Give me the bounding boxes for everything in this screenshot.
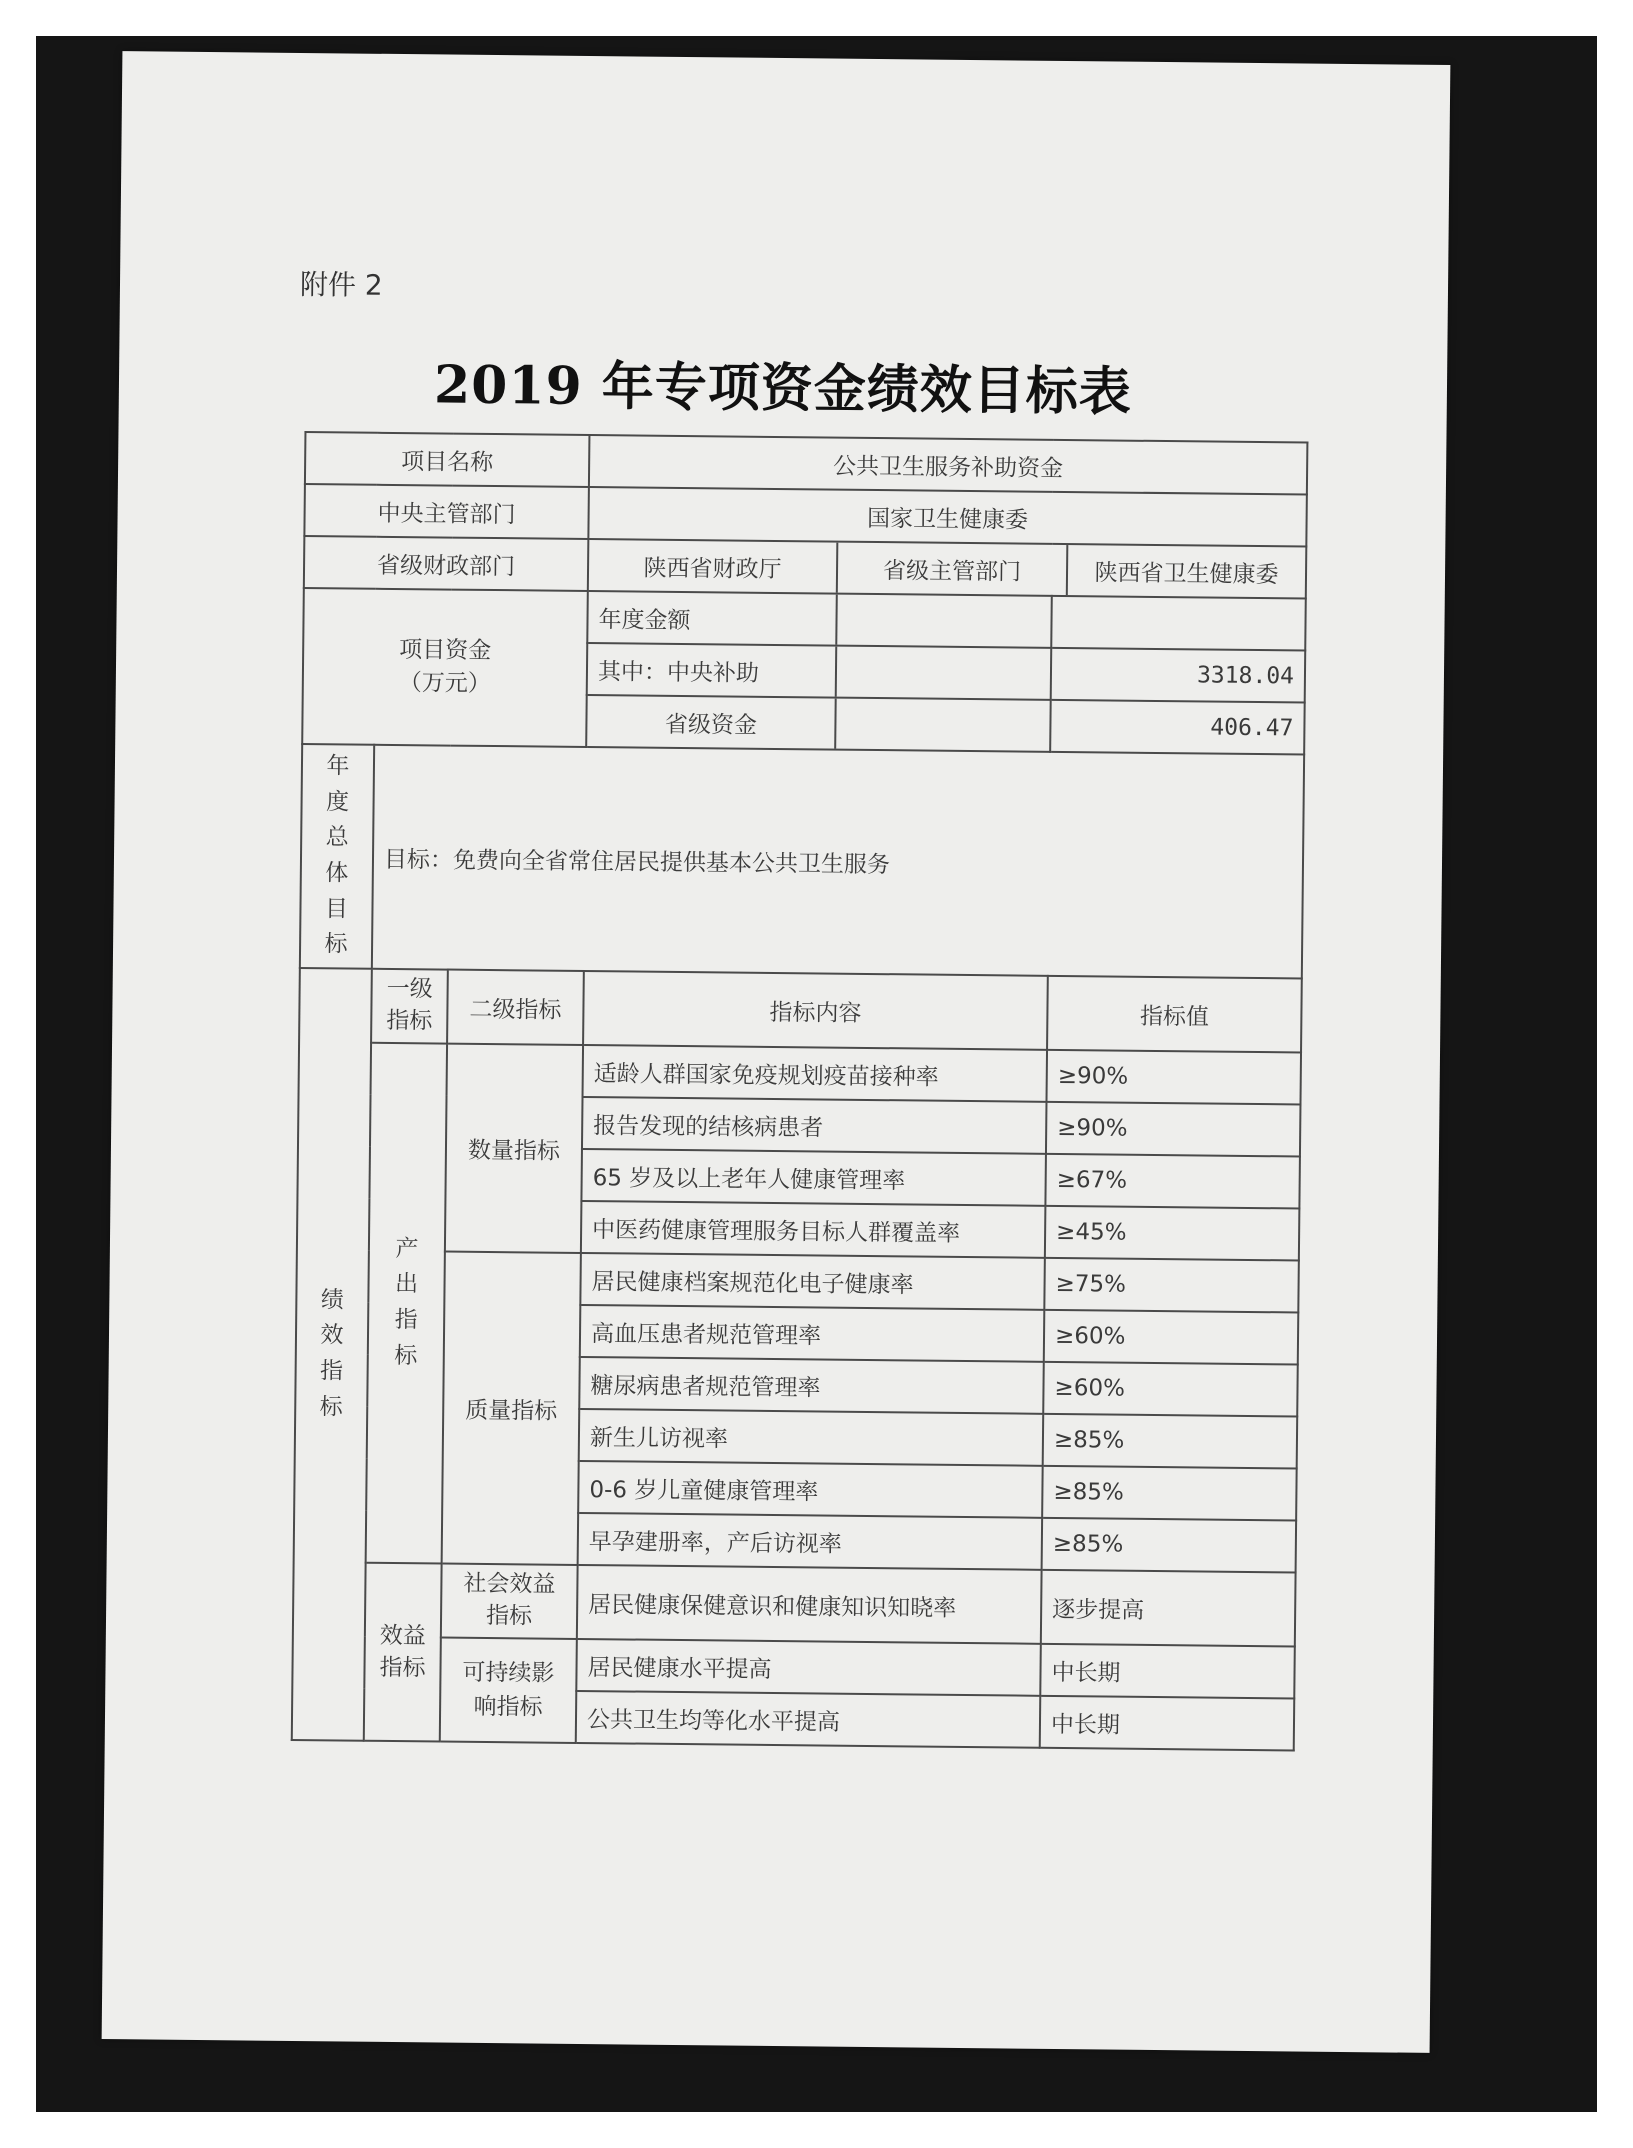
funds-central-label: 其中：中央补助 [588, 644, 837, 697]
indicator-content: 居民健康档案规范化电子健康率 [580, 1253, 1045, 1310]
paper-sheet [102, 51, 1451, 2053]
indicator-value: ≥85% [1043, 1414, 1298, 1469]
indicator-value: ≥85% [1042, 1518, 1297, 1573]
funds-provincial-label: 省级资金 [587, 696, 836, 749]
indicator-value: 中长期 [1040, 1696, 1295, 1751]
indicator-row [292, 1636, 1294, 1698]
funds-annual-empty [1051, 596, 1306, 651]
output-indicator-label: 产出指标 [394, 1235, 419, 1369]
benefit-indicator-label: 效益指标 [379, 1622, 426, 1682]
indicator-content: 公共卫生均等化水平提高 [576, 1691, 1041, 1748]
indicator-content: 适龄人群国家免疫规划疫苗接种率 [583, 1045, 1048, 1102]
indicator-content: 中医药健康管理服务目标人群覆盖率 [581, 1201, 1046, 1258]
funds-annual-value [836, 595, 1051, 647]
funds-provincial-cell [586, 695, 1051, 752]
indicator-value: ≥67% [1045, 1154, 1300, 1209]
prov-depts-cell [588, 539, 1307, 599]
indicator-content: 居民健康水平提高 [576, 1639, 1041, 1696]
funds-central-cell [587, 643, 1052, 700]
indicator-value: 中长期 [1040, 1644, 1295, 1699]
funds-annual-inner [588, 592, 1050, 647]
prov-depts-inner [589, 540, 1305, 597]
performance-target-table [291, 431, 1309, 1751]
indicators-header-row [299, 968, 1302, 1052]
prov-dept-label: 省级主管部门 [837, 543, 1068, 595]
header-value: 指标值 [1047, 976, 1302, 1053]
funds-label [302, 588, 588, 747]
indicator-content: 糖尿病患者规范管理率 [579, 1357, 1044, 1414]
overall-goal-row [300, 744, 1304, 978]
indicator-value: ≥75% [1044, 1258, 1299, 1313]
indicator-content: 高血压患者规范管理率 [580, 1305, 1045, 1362]
funds-provincial-value: 406.47 [1050, 700, 1305, 755]
project-name-label: 项目名称 [305, 432, 590, 487]
output-indicator-cell [366, 1043, 447, 1564]
funds-provincial-inner [587, 696, 1049, 751]
overall-goal-text: 目标：免费向全省常住居民提供基本公共卫生服务 [372, 745, 1304, 979]
indicator-row [293, 1562, 1296, 1646]
indicator-value: 逐步提高 [1041, 1570, 1296, 1647]
indicator-content: 报告发现的结核病患者 [582, 1097, 1047, 1154]
overall-goal-label: 年度总体目标 [324, 753, 350, 958]
funds-annual-row [303, 588, 1305, 650]
indicators-section-label: 绩效指标 [319, 1286, 345, 1421]
funds-annual-label: 年度金额 [588, 592, 837, 645]
indicator-value: ≥60% [1043, 1362, 1298, 1417]
indicator-content: 0-6 岁儿童健康管理率 [578, 1461, 1043, 1518]
quality-indicator-label: 质量指标 [442, 1252, 581, 1565]
indicator-value: ≥90% [1046, 1102, 1301, 1157]
funds-label-line2: （万元） [398, 670, 491, 697]
prov-finance-label: 省级财政部门 [304, 536, 589, 591]
funds-label-line1: 项目资金 [399, 636, 492, 664]
funds-provincial-spacer [835, 699, 1050, 751]
document-title: 2019 年专项资金绩效目标表 [433, 354, 1133, 423]
benefit-indicator-cell [364, 1563, 442, 1742]
indicator-content: 新生儿访视率 [579, 1409, 1044, 1466]
header-level1: 一级指标 [371, 969, 448, 1044]
social-indicator-cell [441, 1564, 578, 1639]
indicator-value: ≥90% [1046, 1050, 1301, 1105]
quantity-indicator-label: 数量指标 [445, 1044, 583, 1253]
overall-goal-label-cell [300, 744, 374, 969]
indicator-value: ≥60% [1044, 1310, 1299, 1365]
attachment-label: 附件 2 [299, 267, 383, 302]
central-dept-label: 中央主管部门 [304, 484, 589, 539]
project-name-value: 公共卫生服务补助资金 [589, 435, 1308, 495]
funds-annual-cell [587, 591, 1052, 648]
header-content: 指标内容 [583, 971, 1048, 1050]
sustain-indicator-label: 可持续影响指标 [462, 1659, 555, 1721]
prov-finance-value: 陕西省财政厅 [589, 540, 838, 593]
funds-central-value: 3318.04 [1051, 648, 1306, 703]
indicator-row [296, 1250, 1298, 1312]
central-dept-value: 国家卫生健康委 [588, 487, 1307, 547]
header-level2: 二级指标 [447, 970, 584, 1045]
indicator-content: 居民健康保健意识和健康知识知晓率 [577, 1565, 1042, 1644]
indicator-row [299, 1042, 1301, 1104]
funds-central-spacer [836, 647, 1051, 699]
indicators-section-cell [292, 968, 372, 1741]
indicator-value: ≥85% [1042, 1466, 1297, 1521]
social-indicator-label: 社会效益指标 [463, 1570, 556, 1630]
funds-central-inner [588, 644, 1050, 699]
sustain-indicator-cell [440, 1638, 577, 1743]
indicator-content: 早孕建册率，产后访视率 [578, 1513, 1043, 1570]
indicator-content: 65 岁及以上老年人健康管理率 [581, 1149, 1046, 1206]
indicator-value: ≥45% [1045, 1206, 1300, 1261]
prov-dept-value: 陕西省卫生健康委 [1094, 559, 1279, 588]
